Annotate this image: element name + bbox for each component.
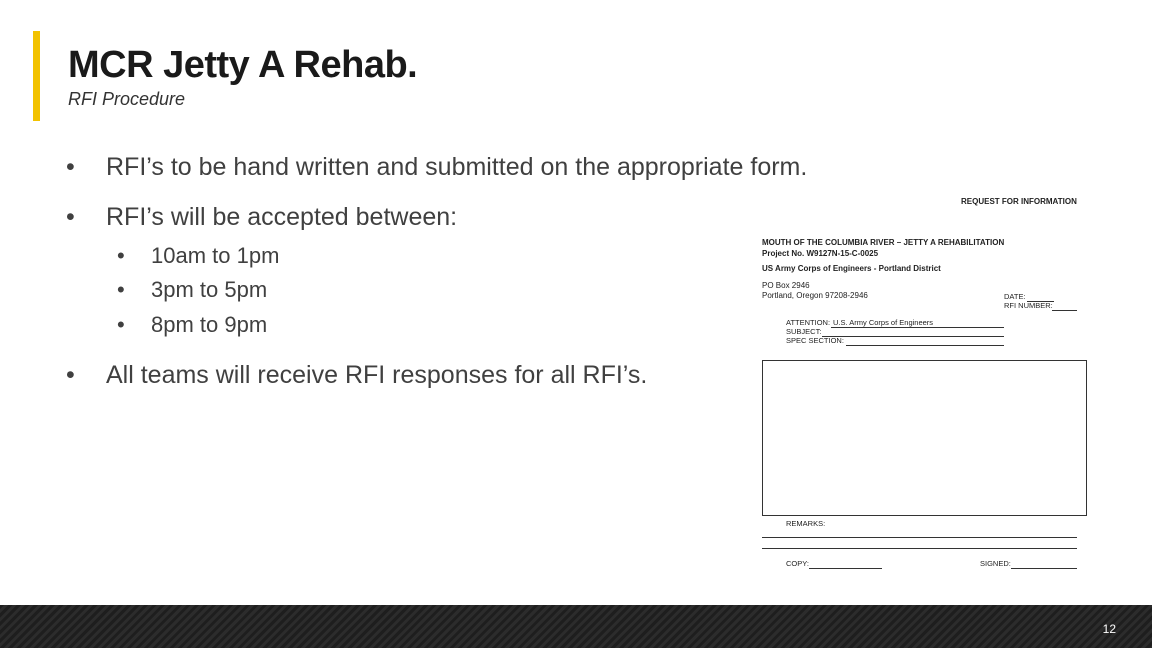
sub-bullet-text: 10am to 1pm — [151, 243, 280, 268]
form-copy-label: COPY: — [786, 559, 809, 568]
bullet-icon: • — [66, 153, 75, 181]
bullet-icon: • — [117, 312, 125, 337]
form-attention-value: U.S. Army Corps of Engineers — [833, 318, 934, 327]
form-rfi-number-line — [1052, 310, 1077, 311]
form-city: Portland, Oregon 97208-2946 — [762, 291, 868, 300]
form-subject-label: SUBJECT: — [786, 327, 822, 336]
form-heading: REQUEST FOR INFORMATION — [961, 197, 1077, 206]
form-attention-line — [831, 327, 1004, 328]
form-copy-line — [809, 568, 882, 569]
form-remarks-line — [762, 548, 1077, 549]
bullet-text: RFI’s to be hand written and submitted on the appropriate form. — [106, 153, 808, 181]
form-question-box — [762, 360, 1087, 516]
form-remarks-line — [762, 537, 1077, 538]
title-accent-bar — [33, 31, 40, 121]
bullet-text: All teams will receive RFI responses for all RFI’s. — [106, 361, 648, 389]
form-date-label: DATE: — [1004, 292, 1026, 301]
rfi-form-image — [760, 195, 1080, 575]
footer-bar — [0, 605, 1152, 648]
form-rfi-number-label: RFI NUMBER: — [1004, 301, 1053, 310]
bullet-icon: • — [66, 203, 75, 231]
form-spec-section-line — [846, 345, 1004, 346]
form-spec-section-label: SPEC SECTION: — [786, 336, 844, 345]
sub-bullet-text: 3pm to 5pm — [151, 277, 268, 302]
page-title: MCR Jetty A Rehab. — [68, 44, 418, 86]
form-project-number: Project No. W9127N-15-C-0025 — [762, 249, 879, 258]
form-po-box: PO Box 2946 — [762, 281, 810, 290]
bullet-icon: • — [66, 361, 75, 389]
form-project-name: MOUTH OF THE COLUMBIA RIVER – JETTY A REHABILITATION — [762, 238, 1005, 247]
bullet-icon: • — [117, 243, 125, 268]
form-signed-line — [1011, 568, 1077, 569]
sub-bullet-text: 8pm to 9pm — [151, 312, 268, 337]
form-attention-label: ATTENTION: — [786, 318, 831, 327]
page-subtitle: RFI Procedure — [68, 89, 186, 109]
form-agency: US Army Corps of Engineers - Portland District — [762, 264, 941, 273]
bullet-icon: • — [117, 277, 125, 302]
form-remarks-label: REMARKS: — [786, 519, 826, 528]
bullet-text: RFI’s will be accepted between: — [106, 203, 458, 231]
form-signed-label: SIGNED: — [980, 559, 1011, 568]
page-number: 12 — [1102, 622, 1116, 636]
form-subject-line — [822, 336, 1004, 337]
